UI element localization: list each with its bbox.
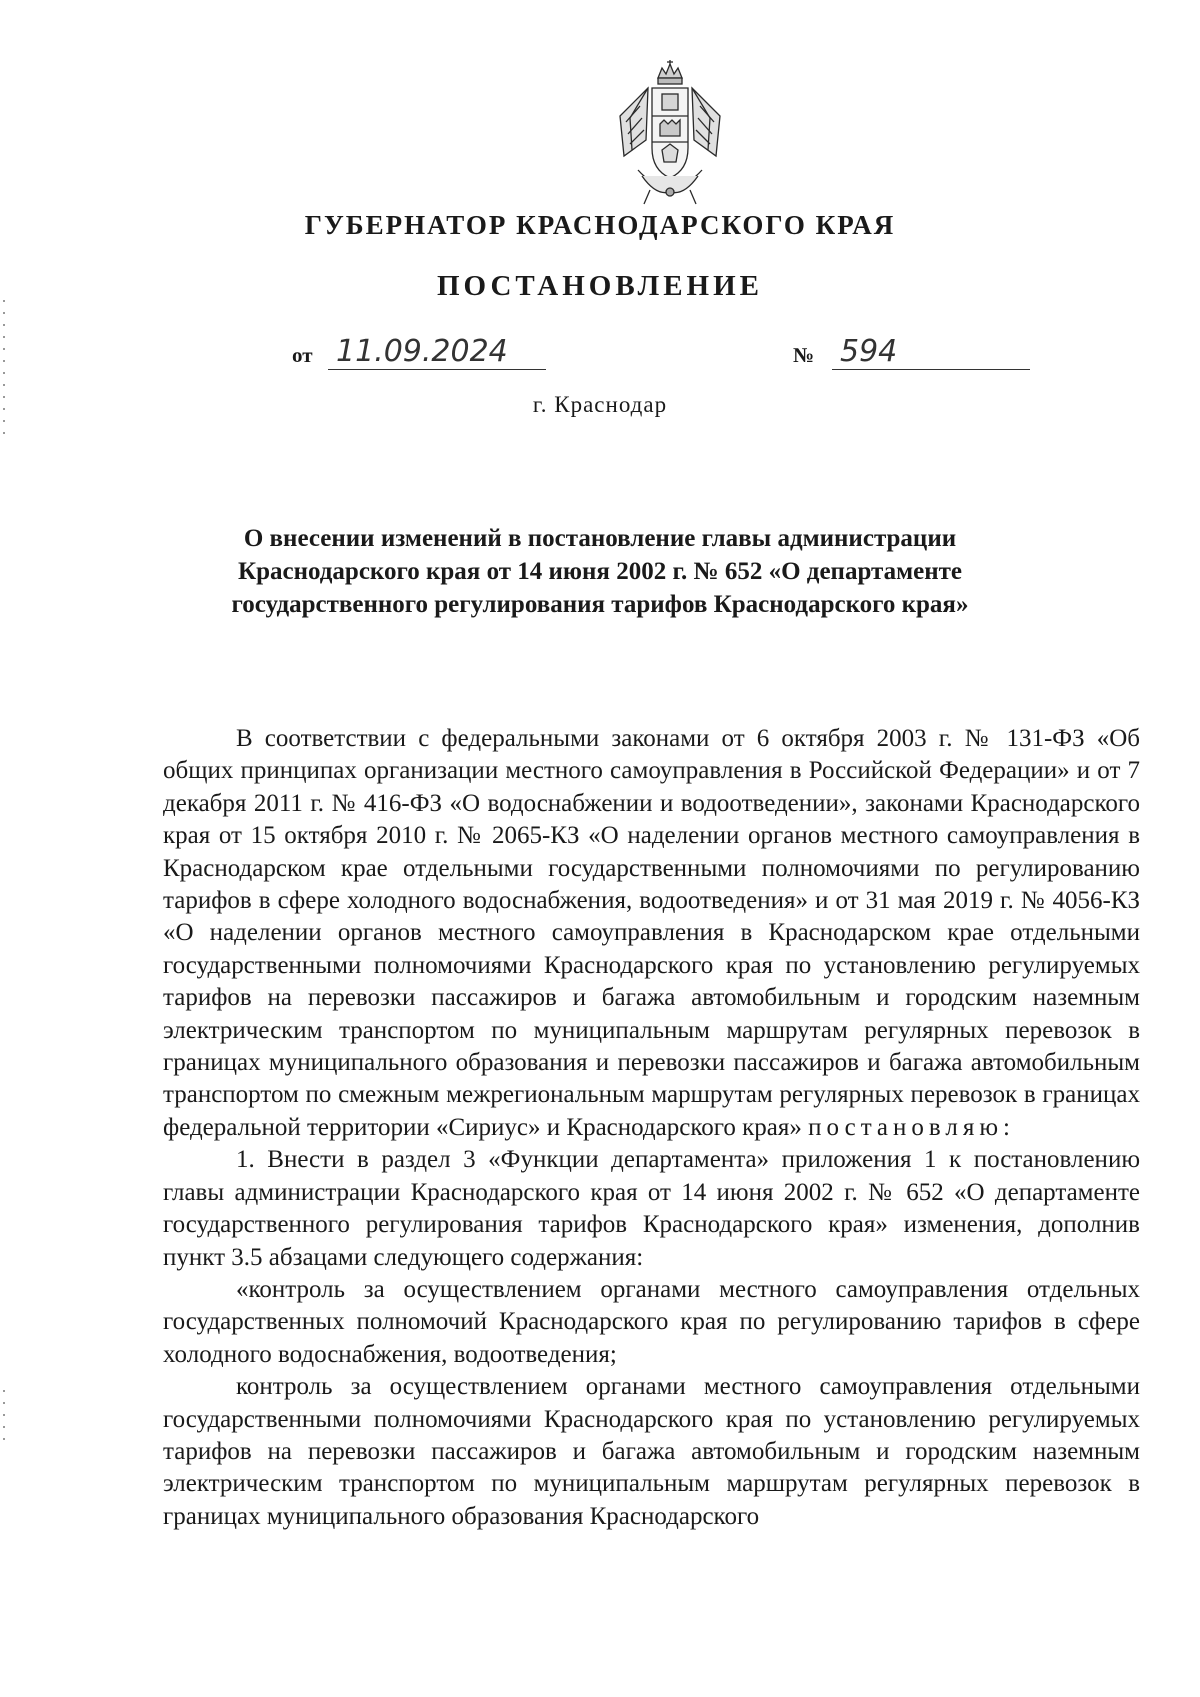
document-number: 594 bbox=[832, 335, 1030, 370]
document-date: 11.09.2024 bbox=[328, 335, 546, 370]
document-body bbox=[163, 723, 1140, 1533]
scan-margin-marks bbox=[3, 300, 5, 440]
coat-of-arms-emblem bbox=[610, 58, 730, 208]
number-label: № bbox=[793, 343, 815, 367]
document-title: О внесении изменений в постановление главы администрации Краснодарского края от 14 июня 2002 г. № 652 «О департаменте государственного регулирования тарифов Краснодарского края» bbox=[231, 525, 969, 618]
body-paragraph: «контроль за осуществлением органами местного самоуправления отдельных государственных полномочий Краснодарского края по регулированию тарифов в сфере холодного водоснабжения, водоотведения; bbox=[163, 1275, 1140, 1368]
issuing-authority: ГУБЕРНАТОР КРАСНОДАРСКОГО КРАЯ bbox=[304, 210, 896, 240]
document-type: ПОСТАНОВЛЕНИЕ bbox=[436, 270, 763, 302]
date-label: от bbox=[292, 343, 313, 367]
place-of-issue: г. Краснодар bbox=[532, 392, 668, 417]
body-paragraph bbox=[163, 723, 1140, 1144]
preamble-text: В соответствии с федеральными законами от 6 октября 2003 г. № 131-ФЗ «Об общих принципах организации местного самоуправления в Российской Федерации» и от 7 декабря 2011 г. № 416-ФЗ «О водоснабжении и водоотведении», законами Краснодарского края от 15 октября 2010 г. № 2065-КЗ «О наделении органов местного самоуправления в Краснодарском крае отдельными государственными полномочиями по регулированию тарифов в сфере холодного водоснабжения, водоотведения» и от 31 мая 2019 г. № 4056-КЗ «О наделении органов местного самоуправления в Краснодарском крае отдельными государственными полномочиями Краснодарского края по установлению регулируемых тарифов на перевозки пассажиров и багажа автомобильным и городским наземным электрическим транспортом по муниципальным маршрутам регулярных перевозок в границах муниципального образования и перевозки пассажиров и багажа автомобильным транспортом по смежным межрегиональным маршрутам регулярных перевозок в границах федеральной территории «Сириус» и Краснодарского края» bbox=[163, 725, 1140, 1141]
resolution-word: постановляю: bbox=[808, 1113, 1015, 1141]
scan-margin-marks bbox=[3, 1390, 5, 1450]
body-paragraph: 1. Внести в раздел 3 «Функции департамента» приложения 1 к постановлению главы администрации Краснодарского края от 14 июня 2002 г. № 652 «О департаменте государственного регулирования тарифов Краснодарского края» изменения, дополнив пункт 3.5 абзацами следующего содержания: bbox=[163, 1146, 1140, 1271]
body-paragraph: контроль за осуществлением органами местного самоуправления отдельными государственными полномочиями Краснодарского края по установлению регулируемых тарифов на перевозки пассажиров и багажа автомобильным и городским наземным электрическим транспортом по муниципальным маршрутам регулярных перевозок в границах муниципального образования Краснодарского bbox=[163, 1373, 1140, 1530]
date-number-row bbox=[292, 335, 1032, 375]
